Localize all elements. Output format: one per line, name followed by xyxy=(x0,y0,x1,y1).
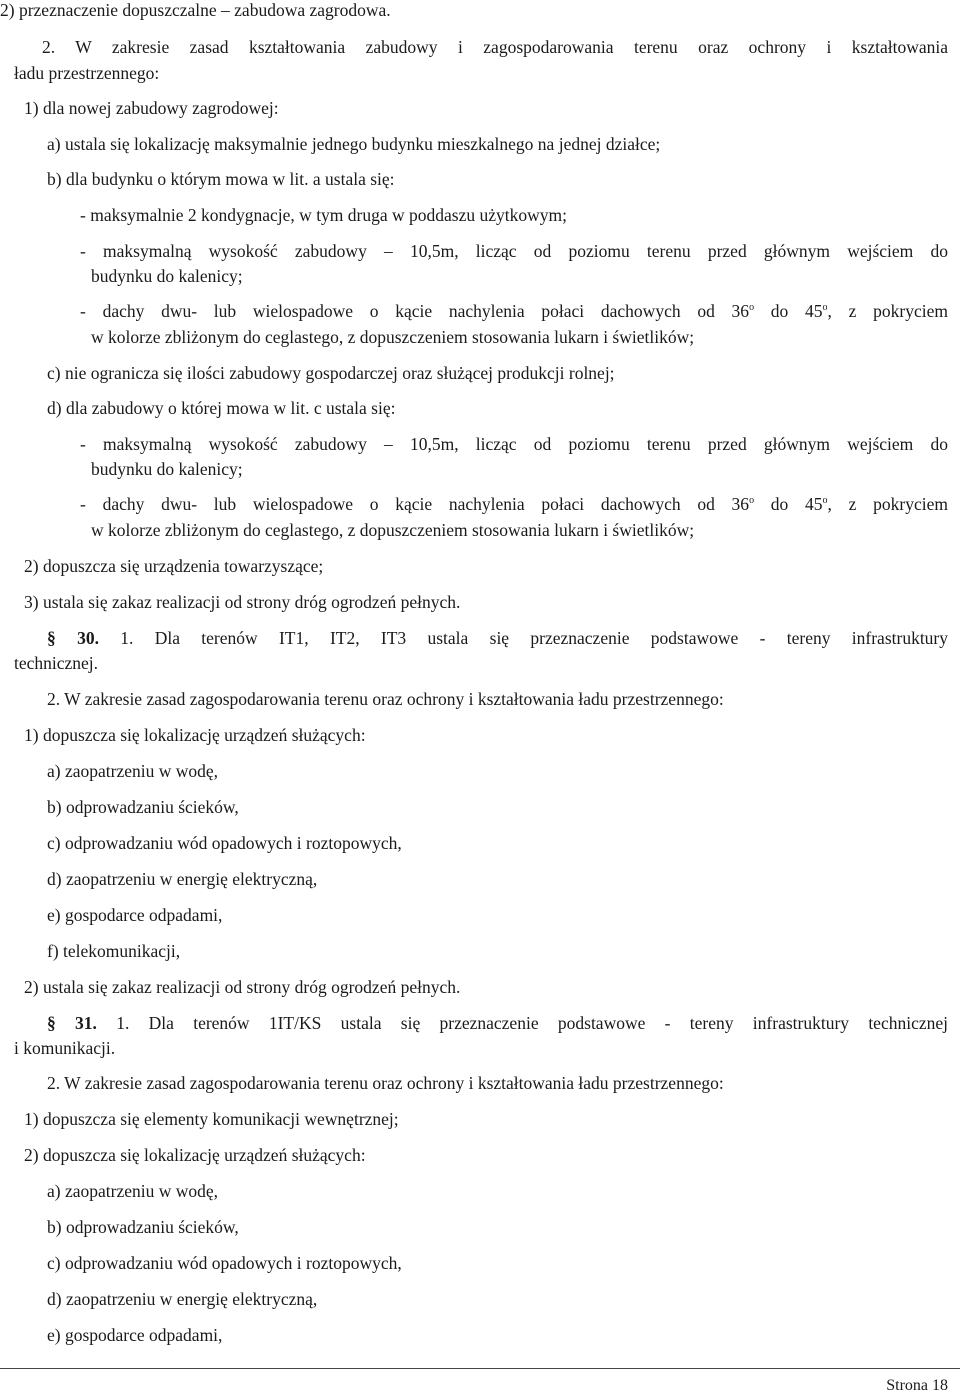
text-line: w kolorze zbliżonym do ceglastego, z dopuszczeniem stosowania lukarn i świetlików; xyxy=(91,520,695,540)
text-line: 3) ustala się zakaz realizacji od strony dróg ogrodzeń pełnych. xyxy=(24,592,461,612)
text-line: a) ustala się lokalizację maksymalnie jednego budynku mieszkalnego na jednej działce; xyxy=(47,134,661,154)
text-line: b) dla budynku o którym mowa w lit. a ustala się: xyxy=(47,169,395,189)
page-footer xyxy=(0,1368,960,1396)
text-line: 2) dopuszcza się urządzenia towarzyszące; xyxy=(24,556,324,576)
text-line: f) telekomunikacji, xyxy=(47,941,181,961)
text-line: c) odprowadzaniu wód opadowych i roztopowych, xyxy=(47,1253,402,1273)
text-line: budynku do kalenicy; xyxy=(91,266,243,286)
text-line: technicznej. xyxy=(14,653,99,673)
text-line: 1) dopuszcza się elementy komunikacji wewnętrznej; xyxy=(24,1109,399,1129)
degree-sign: o xyxy=(822,495,828,507)
text-line: 2. W zakresie zasad zagospodarowania terenu oraz ochrony i kształtowania ładu przestrzennego: xyxy=(47,689,724,709)
text-line: 1) dla nowej zabudowy zagrodowej: xyxy=(24,98,279,118)
degree-sign: o xyxy=(749,495,755,507)
degree-sign: o xyxy=(822,302,828,314)
text-line: § 31. 1. Dla terenów 1IT/KS ustala się przeznaczenie podstawowe - tereny infrastruktury technicznej xyxy=(47,1013,948,1033)
text-line: c) nie ogranicza się ilości zabudowy gospodarczej oraz służącej produkcji rolnej; xyxy=(47,363,615,383)
page-number: Strona 18 xyxy=(886,1377,948,1394)
text-line: ładu przestrzennego: xyxy=(14,63,160,83)
text-line: a) zaopatrzeniu w wodę, xyxy=(47,1181,219,1201)
text-line: d) zaopatrzeniu w energię elektryczną, xyxy=(47,1289,318,1309)
text-line: 2. W zakresie zasad zagospodarowania terenu oraz ochrony i kształtowania ładu przestrzennego: xyxy=(47,1073,724,1093)
text-line: - maksymalną wysokość zabudowy – 10,5m, licząc od poziomu terenu przed głównym wejściem do xyxy=(80,241,948,261)
degree-sign: o xyxy=(749,302,755,314)
text-line: 2) przeznaczenie dopuszczalne – zabudowa zagrodowa. xyxy=(0,0,391,20)
text-line: i komunikacji. xyxy=(14,1038,116,1058)
text-line: a) zaopatrzeniu w wodę, xyxy=(47,761,219,781)
text-line: § 30. 1. Dla terenów IT1, IT2, IT3 ustala się przeznaczenie podstawowe - tereny infrastruktury xyxy=(47,628,949,648)
text-line: 2) dopuszcza się lokalizację urządzeń służących: xyxy=(24,1145,366,1165)
text-line: budynku do kalenicy; xyxy=(91,459,243,479)
text-line: b) odprowadzaniu ścieków, xyxy=(47,1217,239,1237)
text-line: e) gospodarce odpadami, xyxy=(47,905,223,925)
text-line: - dachy dwu- lub wielospadowe o kącie nachylenia połaci dachowych od 36$^o$ do 45$^o$, z pokryciem xyxy=(80,301,948,321)
text-line: c) odprowadzaniu wód opadowych i roztopowych, xyxy=(47,833,402,853)
text-line: 1) dopuszcza się lokalizację urządzeń służących: xyxy=(24,725,366,745)
text-line: e) gospodarce odpadami, xyxy=(47,1325,223,1345)
text-line: 2. W zakresie zasad kształtowania zabudowy i zagospodarowania terenu oraz ochrony i kształtowania xyxy=(42,37,948,57)
text-line: - dachy dwu- lub wielospadowe o kącie nachylenia połaci dachowych od 36$^o$ do 45$^o$, z pokryciem xyxy=(80,494,948,514)
text-line: d) zaopatrzeniu w energię elektryczną, xyxy=(47,869,318,889)
text-line: - maksymalną wysokość zabudowy – 10,5m, licząc od poziomu terenu przed głównym wejściem do xyxy=(80,434,948,454)
section-number: § 31. xyxy=(47,1013,97,1033)
text-line: 2) ustala się zakaz realizacji od strony dróg ogrodzeń pełnych. xyxy=(24,977,461,997)
text-line: - maksymalnie 2 kondygnacje, w tym druga w poddaszu użytkowym; xyxy=(80,205,567,225)
text-line: b) odprowadzaniu ścieków, xyxy=(47,797,239,817)
section-number: § 30. xyxy=(47,628,99,648)
text-line: w kolorze zbliżonym do ceglastego, z dopuszczeniem stosowania lukarn i świetlików; xyxy=(91,327,695,347)
text-line: d) dla zabudowy o której mowa w lit. c ustala się: xyxy=(47,398,396,418)
